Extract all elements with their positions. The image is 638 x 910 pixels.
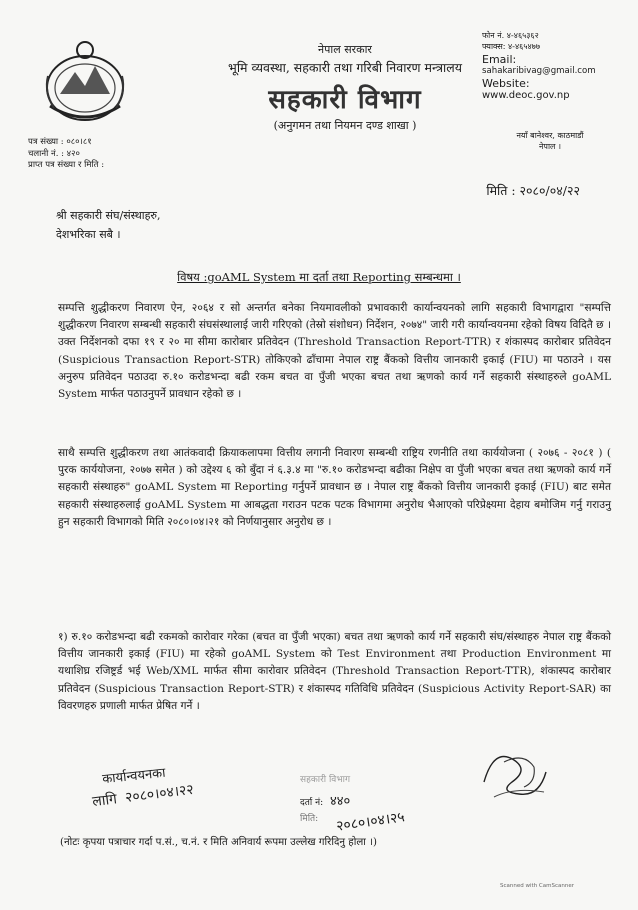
address-line-2: नेपाल । [538, 142, 562, 151]
section-name: (अनुगमन तथा नियमन दण्ड शाखा ) [273, 119, 417, 132]
handwritten-note-line-2: लागि २०८०।०४।२२ [91, 781, 195, 811]
addressee-block [56, 206, 160, 244]
office-address [480, 130, 620, 152]
subject-line: विषय :goAML System मा दर्ता तथा Reporting सम्बन्धमा । [177, 270, 461, 284]
registration-stamp-title: सहकारी विभाग [300, 775, 351, 785]
body-paragraph-3: १) रु.१० करोडभन्दा बढी रकमको कारोवार गरेका (बचत वा पुँजी भएका) बचत तथा ऋणको कार्य गर्ने सहकारी संघ/संस्थाहरु नेपाल राष्ट्र बैंकको वित्तीय जानकारी इकाई (FIU) मा रहेको goAML System को Test Environment तथा Production Environment मा यथाशिघ्र रजिष्ट्रर्ड भई Web/XML मार्फत सीमा कारोवार प्रतिवेदन (Threshold Transaction Report-TTR), शंकास्पद कारोबार प्रतिवेदन (Suspicious Transaction Report-STR) र शंकास्पद गतिविधि प्रतिवेदन (Suspicious Activity Report-SAR) का विवरणहरु प्रणाली मार्फत प्रेषित गर्ने । [58, 631, 611, 712]
handwritten-note-line-1: कार्यान्वयनका [101, 765, 167, 788]
registration-number-value: ४४० [330, 794, 351, 809]
addressee-line-2: देशभरिका सबै । [56, 228, 121, 241]
body-paragraph-2: साथै सम्पत्ति शुद्धीकरण तथा आतंकवादी क्रियाकलापमा वित्तीय लगानी निवारण सम्बन्धी राष्ट्रिय रणनीति तथा कार्ययोजना ( २०७६ - २०८१ ) ( पुरक कार्ययोजना, २०७७ समेत ) को उद्देश्य ६ को बुँदा नं ६.३.४ मा "रु.१० करोडभन्दा बढीका निक्षेप वा पुँजी भएका बचत तथा ऋणको कार्य गर्ने सहकारी संस्थाहरु" goAML System मा Reporting गर्नुपर्ने प्रावधान छ । नेपाल राष्ट्र बैंकको वित्तीय जानकारी इकाई (FIU) बाट समेत सहकारी संस्थाहरुलाई goAML System मा आबद्धता गराउन पटक पटक विभागमा अनुरोध भैआएको परिप्रेक्ष्यमा देहाय बमोजिम गर्नु गराउनु हुन सहकारी विभागको मिति २०८०।०४।२१ को निर्णयानुसार अनुरोध छ । [58, 447, 611, 528]
address-line-1: नयाँ बानेश्वर, काठमाडौं [516, 131, 584, 140]
nepal-government-label: नेपाल सरकार [318, 43, 372, 56]
reference-block [28, 137, 104, 172]
phone-number: फोन नं. ४-४६५३६२ [482, 31, 539, 40]
email-label: Email: [482, 53, 517, 66]
website-url: www.deoc.gov.np [482, 90, 570, 101]
ministry-name: भूमि व्यवस्था, सहकारी तथा गरिबी निवारण मन्त्रालय [228, 60, 462, 75]
letter-date: मिति : २०८०/०४/२२ [486, 183, 580, 198]
received-reference: प्राप्त पत्र संख्या र मिति : [28, 160, 105, 170]
fax-number: फ्याक्स: ४-४६५४७७ [482, 42, 540, 51]
letter-number: पत्र संख्या : ०८०।८१ [28, 137, 92, 147]
signature-icon [474, 742, 554, 804]
registration-date-value: २०८०।०४।२५ [335, 809, 406, 835]
government-emblem-icon [40, 36, 130, 124]
website-label: Website: [482, 77, 530, 90]
registration-number-row [300, 791, 350, 809]
department-name: सहकारी विभाग [268, 85, 422, 115]
registration-date-label: मिति: [300, 814, 319, 824]
email-address: sahakaribivag@gmail.com [482, 66, 596, 76]
scanner-watermark: Scanned with CamScanner [500, 883, 574, 889]
dispatch-number: चलानी नं. : ४२० [28, 148, 80, 159]
body-paragraph-1: सम्पत्ति शुद्धीकरण निवारण ऐन, २०६४ र सो अन्तर्गत बनेका नियमावलीको प्रभावकारी कार्यान्वयनको लागि सहकारी विभागद्वारा "सम्पत्ति शुद्धीकरण निवारण सम्बन्धी सहकारी संघसंस्थालाई जारी गरिएको (तेस्रो संशोधन) निर्देशन, २०७४" जारी गरी कार्यान्वयनमा रहेको विषय विदितै छ । उक्त निर्देशनको दफा १९ र २० मा सीमा कारोबार प्रतिवेदन (Threshold Transaction Report-TTR) र शंकास्पद कारोबार प्रतिवेदन (Suspicious Transaction Report-STR) तोकिएको ढाँचामा नेपाल राष्ट्र बैंकको वित्तीय जानकारी इकाई (FIU) मा पठाउने । यस अनुरुप प्रतिवेदन पठाउदा रु.१० करोडभन्दा बढी रकम बचत वा पुँजी भएका बचत तथा ऋणको कार्य गर्ने सहकारी संस्थाहरुले goAML System मार्फत पठाउनुपर्ने प्रावधान रहेको छ । [58, 302, 611, 401]
footer-note: (नोटः कृपया पत्राचार गर्दा प.सं., च.नं. र मिति अनिवार्य रूपमा उल्लेख गरिदिनु होला ।) [60, 837, 377, 848]
letterhead [200, 42, 490, 133]
addressee-line-1: श्री सहकारी संघ/संस्थाहरु, [56, 209, 161, 222]
registration-number-label: दर्ता नं: [300, 798, 324, 808]
contact-block [482, 30, 632, 101]
